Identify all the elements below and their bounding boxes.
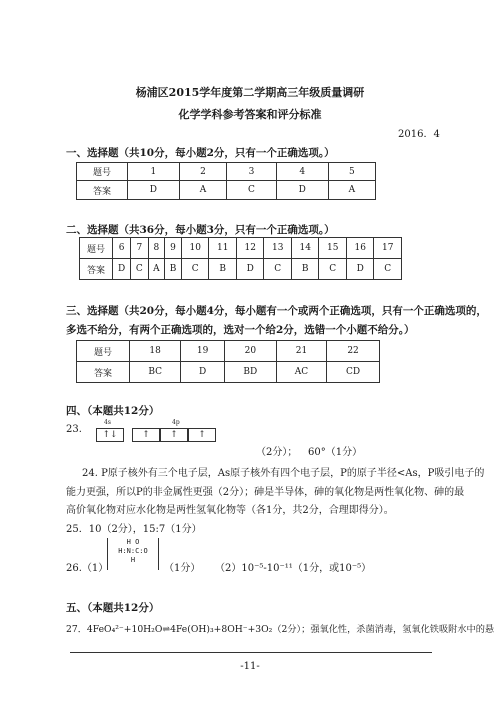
table-cell: 20 [224,341,276,362]
table-cell: 14 [291,238,319,259]
table-cell: CD [327,362,380,383]
table-cell: 8 [148,238,165,259]
q26-formula-top: H O [126,538,140,546]
q26-lewis-formula [107,538,159,570]
orbital-box-4p-2: ↑ [160,428,188,442]
table-row [77,181,376,200]
table-cell: A [328,181,375,200]
table-cell: 10 [181,238,209,259]
table-cell: 答案 [77,362,130,383]
table-row [80,238,402,259]
question-24-line-1: 24. P原子核外有三个电子层，As原子核外有四个电子层，P的原子半径<As，P吸引电子的 [82,468,485,479]
table-cell: D [276,181,328,200]
table-row [77,341,380,362]
table-cell: 1 [128,163,180,181]
table-cell: 9 [165,238,182,259]
table-cell: 18 [130,341,181,362]
section-3-heading: 三、选择题（共20分，每小题4分，每小题有一个或两个正确选项，只有一个正确选项的， [66,305,487,317]
page-number: -11- [240,661,260,672]
section-2-answer-table [79,237,402,280]
table-cell: D [113,259,131,280]
question-23-label: 23. [66,424,82,435]
table-cell: 22 [327,341,380,362]
table-cell: A [179,181,226,200]
section-1-heading: 一、选择题（共10分，每小题2分，只有一个正确选项。） [66,147,335,159]
section-3-answer-table [76,340,380,383]
table-cell: BD [224,362,276,383]
document-subtitle: 化学学科参考答案和评分标准 [178,108,322,121]
orbital-box-4p-3: ↑ [188,428,216,442]
table-cell: 11 [209,238,237,259]
table-cell: D [128,181,180,200]
table-cell: D [346,259,374,280]
table-cell: 2 [179,163,226,181]
table-row [80,259,402,280]
table-cell: BC [130,362,181,383]
table-cell: C [227,181,277,200]
table-cell: 7 [131,238,148,259]
table-cell: D [181,362,225,383]
table-cell: 3 [227,163,277,181]
question-24-line-2: 能力更强，所以P的非金属性更强（2分）；砷是半导体，砷的氧化物是两性氧化物、砷的最 [66,487,465,498]
table-cell: 19 [181,341,225,362]
question-26-score-1: （1分） [164,563,201,574]
section-5-heading: 五、（本题共12分） [66,602,160,614]
q26-formula-bot: H [130,556,136,564]
table-row [77,163,376,181]
section-1-answer-table [76,162,376,200]
table-cell: 4 [276,163,328,181]
document-date: 2016．4 [398,129,440,140]
table-cell: 12 [236,238,264,259]
orbital-4p-label: 4p [172,419,180,426]
footer-divider [70,652,432,653]
table-cell: 题号 [80,238,113,259]
q26-formula-mid: H:N:C:O [118,547,148,555]
section-4-heading: 四、（本题共12分） [66,405,160,417]
table-cell: 题号 [77,163,128,181]
table-cell: B [165,259,182,280]
table-cell: B [209,259,237,280]
orbital-4s-label: 4s [104,419,111,426]
orbital-box-4p-1: ↑ [132,428,160,442]
question-25: 25．10（2分），15:7（1分） [66,524,202,535]
table-cell: 6 [113,238,131,259]
table-cell: 17 [374,238,402,259]
table-cell: C [181,259,209,280]
question-23-score: （2分）； [256,447,298,458]
table-cell: 15 [319,238,347,259]
table-cell: 13 [264,238,292,259]
table-cell: 答案 [80,259,113,280]
question-27: 27．4FeO₄²⁻+10H₂O⇌4Fe(OH)₃+8OH⁻+3O₂（2分）；强氧化性，杀菌消毒，氢氧化铁吸附水中的悬 [66,624,495,635]
table-cell: B [291,259,319,280]
table-cell: 答案 [77,181,128,200]
question-26-part-2: （2）10⁻⁵-10⁻¹¹（1分，或10⁻⁵） [215,563,372,574]
table-cell: 题号 [77,341,130,362]
table-cell: 16 [346,238,374,259]
orbital-box-4s: ↑↓ [96,428,124,442]
table-cell: C [319,259,347,280]
table-cell: 21 [276,341,326,362]
section-3-heading-continued: 多选不给分，有两个正确选项的，选对一个给2分，选错一个小题不给分。） [66,324,415,336]
section-2-heading: 二、选择题（共36分，每小题3分，只有一个正确选项。） [66,224,335,236]
table-cell: C [264,259,292,280]
table-cell: 5 [328,163,375,181]
table-row [77,362,380,383]
question-23-angle: 60°（1分） [308,447,363,458]
table-cell: A [148,259,165,280]
table-cell: C [131,259,148,280]
table-cell: C [374,259,402,280]
question-26-label: 26.（1） [66,563,109,574]
table-cell: AC [276,362,326,383]
question-24-line-3: 高价氧化物对应水化物是两性氢氧化物等（各1分，共2分，合理即得分）。 [66,505,394,516]
table-cell: D [236,259,264,280]
document-title: 杨浦区2015学年度第二学期高三年级质量调研 [135,86,365,99]
